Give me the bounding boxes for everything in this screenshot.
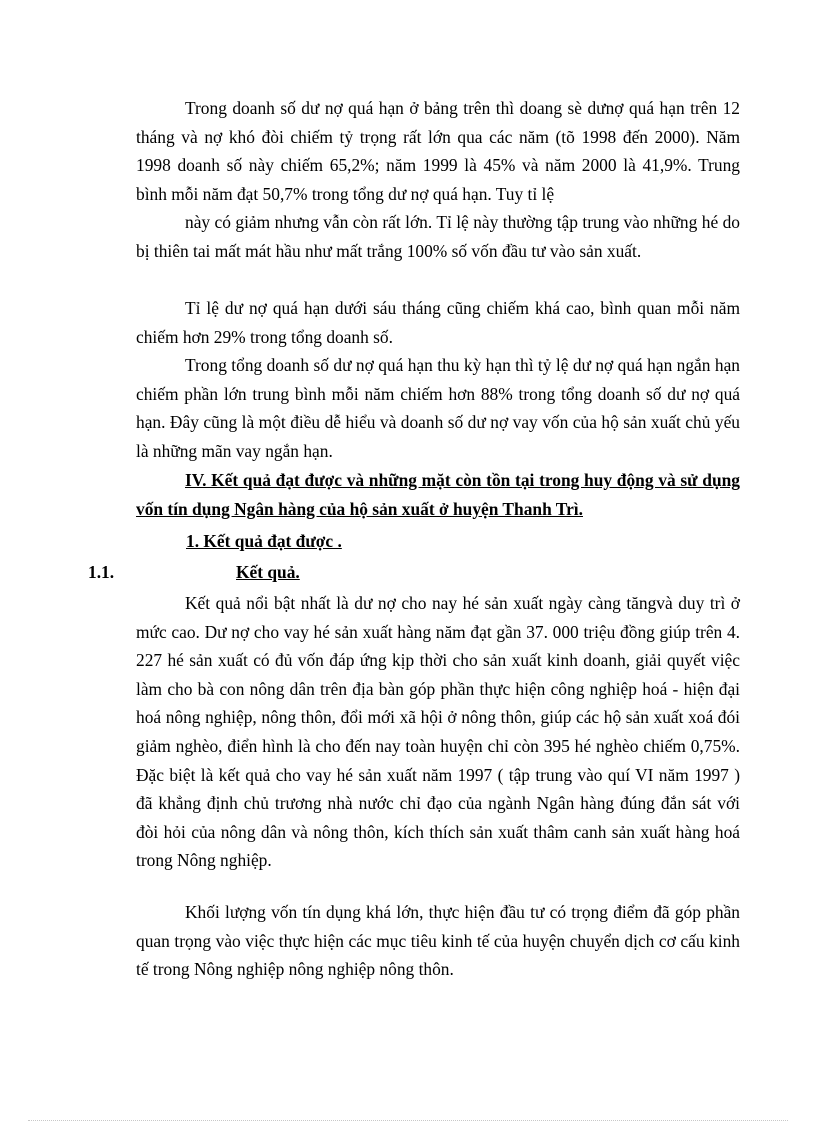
subsection-1-heading: 1. Kết quả đạt được . [186, 531, 342, 551]
subsection-1-1-title: Kết quả. [236, 562, 300, 582]
section-iv-heading: IV. Kết quả đạt được và những mặt còn tồn tại trong huy động và sử dụng vốn tín dụng Ngân hàng của hộ sản xuất ở huyện Thanh Trì. [136, 470, 740, 519]
paragraph-short-term-ratio: Trong tổng doanh số dư nợ quá hạn thu kỳ hạn thì tỷ lệ dư nợ quá hạn ngắn hạn chiếm phần lớn trung bình mỗi năm chiếm hơn 88% trong tổng doanh số dư nợ quá hạn. Đây cũng là một điều dễ hiểu và doanh số dư nợ vay vốn của hộ sản xuất chủ yếu là những mãn vay ngắn hạn. [136, 355, 740, 461]
paragraph-under-six-months: Tỉ lệ dư nợ quá hạn dưới sáu tháng cũng chiếm khá cao, bình quan mỗi năm chiếm hơn 29% trong tổng doanh số. [136, 298, 740, 347]
paragraph-overdue-debt: Trong doanh số dư nợ quá hạn ở bảng trên thì doang sè dưnợ quá hạn trên 12 tháng và nợ khó đòi chiếm tỷ trọng rất lớn qua các năm (tõ 1998 đến 2000). Năm 1998 doanh số này chiếm 65,2%; năm 1999 là 45% và năm 2000 là 41,9%. Trung bình mỗi năm đạt 50,7% trong tổng dư nợ quá hạn. Tuy tỉ lệ [136, 98, 740, 204]
paragraph-results: Kết quả nổi bật nhất là dư nợ cho nay hé sản xuất ngày càng tăngvà duy trì ở mức cao. Dư nợ cho vay hé sản xuất hàng năm đạt gần 37. 000 triệu đồng giúp trên 4. 227 hé sản xuất có đủ vốn đáp ứng kịp thời cho sản xuất kinh doanh, giải quyết việc làm cho bà con nông dân trên địa bàn góp phần thực hiện công nghiệp hoá - hiện đại hoá nông nghiệp, nông thôn, đổi mới xã hội ở nông thôn, giúp các hộ sản xuất xoá đói giảm nghèo, điển hình là cho đến nay toàn huyện chỉ còn 395 hé nghèo chiếm 0,75%. Đặc biệt là kết quả cho vay hé sản xuất năm 1997 ( tập trung vào quí VI năm 1997 ) đã khẳng định chủ trương nhà nước chỉ đạo của ngành Ngân hàng đúng đắn sát với đòi hỏi của nông dân và nông thôn, kích thích sản xuất thâm canh sản xuất hàng hoá trong Nông nghiệp. [136, 593, 740, 871]
paragraph-overdue-debt-cont: này có giảm nhưng vẫn còn rất lớn. Tỉ lệ này thường tập trung vào những hé do bị thiên tai mất mát hầu như mất trắng 100% số vốn đầu tư vào sản xuất. [136, 212, 740, 261]
paragraph-credit-volume: Khối lượng vốn tín dụng khá lớn, thực hiện đầu tư có trọng điểm đã góp phần quan trọng vào việc thực hiện các mục tiêu kinh tế của huyện chuyển dịch cơ cấu kinh tế trong Nông nghiệp nông nghiệp nông thôn. [136, 902, 740, 980]
subsection-1-1-number: 1.1. [88, 562, 115, 582]
page-bottom-rule [28, 1120, 788, 1121]
